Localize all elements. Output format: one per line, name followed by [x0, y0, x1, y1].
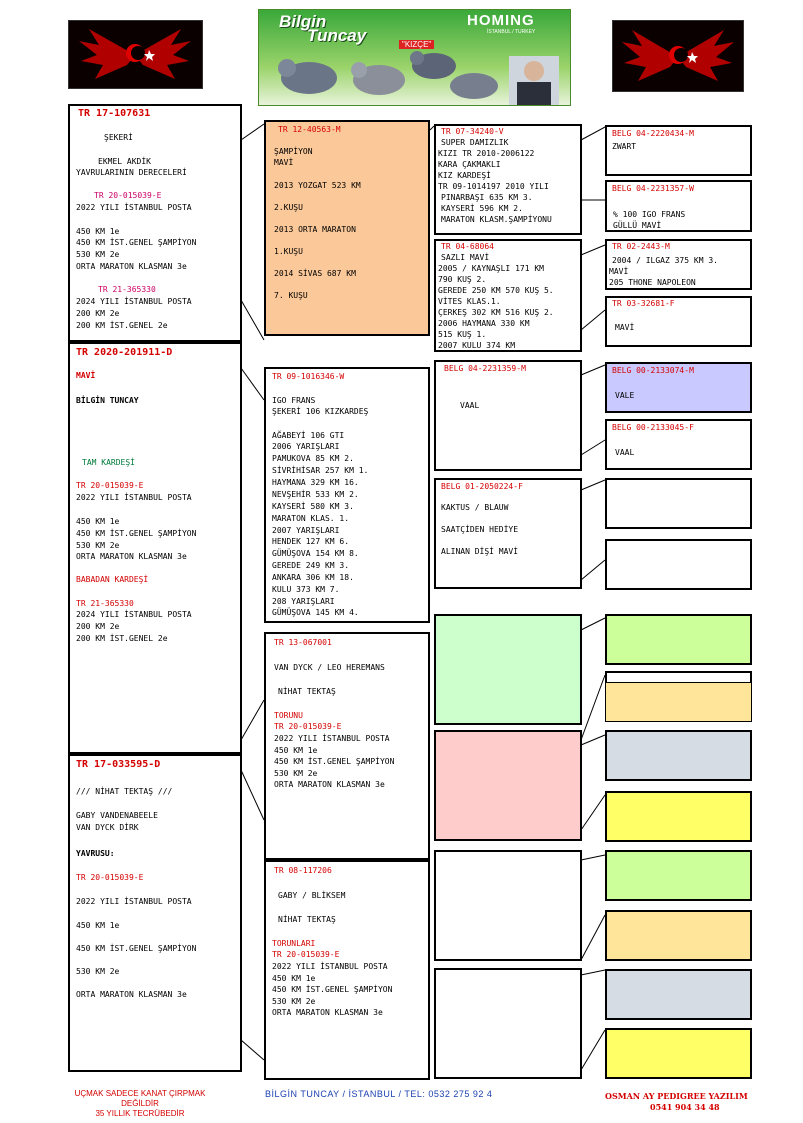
g3a-box: [434, 124, 582, 235]
sire-name: ŞEKERİ: [104, 133, 133, 142]
g3c-ring: BELG 04-2231359-M: [444, 364, 526, 373]
g2a-l6: 1.KUŞU: [274, 247, 303, 256]
g4j-inner-box: [605, 682, 752, 722]
g4c-l2: MAVİ: [609, 267, 629, 276]
main-sibling2-label: BABADAN KARDEŞİ: [76, 575, 149, 584]
main-r4: 530 KM 2e: [76, 541, 120, 550]
g4c-box: [605, 239, 752, 290]
g4g-box: [605, 478, 752, 529]
g3d-l3: ALINAN DİŞİ MAVİ: [441, 547, 519, 556]
dam-r4: 530 KM 2e: [76, 967, 120, 976]
g2b-l9: KAYSERİ 580 KM 3.: [272, 502, 354, 511]
g2a-l4: 2.KUŞU: [274, 203, 303, 212]
g4b-l1: % 100 IGO FRANS: [613, 210, 686, 219]
g4b-ring: BELG 04-2231357-W: [612, 184, 694, 193]
sire-line1: EKMEL AKDİK: [98, 157, 151, 166]
g2c-r2: 450 KM 1e: [274, 746, 318, 755]
main-sibling-label: TAM KARDEŞİ: [82, 458, 135, 467]
sire-r7: 200 KM 2e: [76, 309, 120, 318]
g3b-box: [434, 239, 582, 352]
g4f-l1: VAAL: [615, 448, 635, 457]
main-ring2: TR 20-015039-E: [76, 481, 144, 490]
sire-r3: 450 KM İST.GENEL ŞAMPİYON: [76, 238, 197, 247]
g2b-l6: SİVRİHİSAR 257 KM 1.: [272, 466, 369, 475]
g2d-l2: NİHAT TEKTAŞ: [278, 915, 336, 924]
g3a-l3: KARA ÇAKMAKLI: [438, 160, 501, 169]
g2c-l1: VAN DYCK / LEO HEREMANS: [274, 663, 385, 672]
g2a-l8: 7. KUŞU: [274, 291, 308, 300]
g2b-ring: TR 09-1016346-W: [272, 372, 345, 381]
g3a-l1: SUPER DAMIZLIK: [441, 138, 509, 147]
g2b-l10: MARATON KLAS. 1.: [272, 514, 350, 523]
g3a-l8: MARATON KLASM.ŞAMPİYONU: [441, 215, 552, 224]
g2d-ring2: TR 20-015039-E: [272, 950, 340, 959]
g4i-box: [605, 614, 752, 665]
footer-center: BİLGİN TUNCAY / İSTANBUL / TEL: 0532 275 92 4: [265, 1089, 493, 1099]
footer-left-line1: UÇMAK SADECE KANAT ÇIRPMAK: [74, 1089, 206, 1098]
g2c-box: [264, 632, 430, 860]
main-r8: 200 KM İST.GENEL 2e: [76, 634, 168, 643]
banner-name-line2: Tuncay: [307, 26, 367, 45]
sire-r4: 530 KM 2e: [76, 250, 120, 259]
g2b-l3: AĞABEYİ 106 GTI: [272, 431, 345, 440]
footer-left-line3: 35 YILLIK TECRÜBEDİR: [95, 1109, 185, 1118]
g3b-l9: 2007 KULU 374 KM: [438, 341, 516, 350]
sire-r5: ORTA MARATON KLASMAN 3e: [76, 262, 187, 271]
g4d-l1: MAVİ: [615, 323, 635, 332]
sire-ring: TR 17-107631: [78, 108, 151, 119]
g4f-ring: BELG 00-2133045-F: [612, 423, 694, 432]
sire-r6: 2024 YILI İSTANBUL POSTA: [76, 297, 192, 306]
g4h-box: [605, 539, 752, 590]
g3b-l5: VİTES KLAS.1.: [438, 297, 501, 306]
g4c-l1: 2004 / ILGAZ 375 KM 3.: [612, 256, 718, 265]
dam-ring: TR 17-033595-D: [76, 759, 161, 770]
g2d-r5: ORTA MARATON KLASMAN 3e: [272, 1008, 383, 1017]
g4n-box: [605, 910, 752, 961]
g2c-r4: 530 KM 2e: [274, 769, 318, 778]
main-r5: ORTA MARATON KLASMAN 3e: [76, 552, 187, 561]
g2b-l8: NEVŞEHİR 533 KM 2.: [272, 490, 359, 499]
g4f-box: [605, 419, 752, 470]
g2b-l7: HAYMANA 329 KM 16.: [272, 478, 359, 487]
g4a-l1: ZWART: [612, 142, 637, 151]
g2c-r1: 2022 YILI İSTANBUL POSTA: [274, 734, 390, 743]
g2a-box: [264, 120, 430, 336]
sire-box: [68, 104, 242, 342]
g3d-ring: BELG 01-2050224-F: [441, 482, 523, 491]
g2a-l3: 2013 YOZGAT 523 KM: [274, 181, 361, 190]
g4m-box: [605, 850, 752, 901]
g2b-l15: ANKARA 306 KM 18.: [272, 573, 354, 582]
g2b-l18: GÜMÜŞOVA 145 KM 4.: [272, 608, 359, 617]
dam-line3: YAVRUSU:: [76, 849, 115, 858]
g4a-box: [605, 125, 752, 176]
g4e-ring: BELG 00-2133074-M: [612, 366, 694, 375]
g2c-ring2: TR 20-015039-E: [274, 722, 342, 731]
sire-line2: YAVRULARININ DERECELERİ: [76, 168, 187, 177]
g3b-l6: ÇERKEŞ 302 KM 516 KUŞ 2.: [438, 308, 554, 317]
g3a-l4: KIZ KARDEŞİ: [438, 171, 491, 180]
dam-r2: 450 KM 1e: [76, 921, 120, 930]
g3b-l8: 515 KUŞ 1.: [438, 330, 487, 339]
g2a-ring: TR 12-40563-M: [278, 125, 341, 134]
g4e-box: [605, 362, 752, 413]
dam-r5: ORTA MARATON KLASMAN 3e: [76, 990, 187, 999]
g4c-ring: TR 02-2443-M: [612, 242, 670, 251]
g4b-l2: GÜLLÜ MAVİ: [613, 221, 662, 230]
g4l-box: [605, 791, 752, 842]
g2d-l1: GABY / BLİKSEM: [278, 891, 346, 900]
g2c-l3: TORUNU: [274, 711, 303, 720]
g3c-l1: VAAL: [460, 401, 480, 410]
g2a-l7: 2014 SİVAS 687 KM: [274, 269, 356, 278]
g4b-box: [605, 180, 752, 232]
footer-left-line2: DEĞİLDİR: [121, 1099, 159, 1108]
g4c-l3: 205 THONE NAPOLEON: [609, 278, 696, 287]
g3d-l1: KAKTUS / BLAUW: [441, 503, 509, 512]
dam-line2: VAN DYCK DİRK: [76, 823, 139, 832]
g2a-l1: ŞAMPİYON: [274, 147, 313, 156]
g3b-l4: GEREDE 250 KM 570 KUŞ 5.: [438, 286, 554, 295]
main-r3: 450 KM İST.GENEL ŞAMPİYON: [76, 529, 197, 538]
main-ring3: TR 21-365330: [76, 599, 134, 608]
g4e-l1: VALE: [615, 391, 635, 400]
g3a-l5: TR 09-1014197 2010 YILI: [438, 182, 549, 191]
g2a-l2: MAVİ: [274, 158, 294, 167]
banner-badge: "KIZÇE": [399, 40, 434, 49]
g4a-ring: BELG 04-2220434-M: [612, 129, 694, 138]
g3a-l6: PINARBAŞI 635 KM 3.: [441, 193, 533, 202]
dam-ring2: TR 20-015039-E: [76, 873, 144, 882]
sire-ring3: TR 21-365330: [98, 285, 156, 294]
g2c-ring: TR 13-067001: [274, 638, 332, 647]
g2c-r5: ORTA MARATON KLASMAN 3e: [274, 780, 385, 789]
g2c-r3: 450 KM İST.GENEL ŞAMPİYON: [274, 757, 395, 766]
banner-name-line1: Bilgin: [279, 12, 327, 31]
g2b-l4: 2006 YARIŞLARI: [272, 442, 340, 451]
main-r7: 200 KM 2e: [76, 622, 120, 631]
g2b-l16: KULU 373 KM 7.: [272, 585, 340, 594]
g2b-l12: HENDEK 127 KM 6.: [272, 537, 350, 546]
g2d-r2: 450 KM 1e: [272, 974, 316, 983]
footer-right-line2: 0541 904 34 48: [650, 1102, 720, 1112]
banner-brand: HOMING: [467, 12, 535, 29]
main-bird-box: [68, 342, 242, 754]
main-r6: 2024 YILI İSTANBUL POSTA: [76, 610, 192, 619]
dam-r3: 450 KM İST.GENEL ŞAMPİYON: [76, 944, 197, 953]
main-r1: 2022 YILI İSTANBUL POSTA: [76, 493, 192, 502]
g3a-l2: KIZI TR 2010-2006122: [438, 149, 535, 158]
g3e-box: [434, 614, 582, 725]
main-ring: TR 2020-201911-D: [76, 347, 173, 358]
g4p-box: [605, 1028, 752, 1079]
g3a-ring: TR 07-34240-V: [441, 127, 504, 136]
g2d-ring: TR 08-117206: [274, 866, 332, 875]
g2d-r3: 450 KM İST.GENEL ŞAMPİYON: [272, 985, 393, 994]
g2b-l5: PAMUKOVA 85 KM 2.: [272, 454, 354, 463]
g3a-l7: KAYSERİ 596 KM 2.: [441, 204, 523, 213]
g3b-ring: TR 04-68064: [441, 242, 494, 251]
dam-r1: 2022 YILI İSTANBUL POSTA: [76, 897, 192, 906]
main-r2: 450 KM 1e: [76, 517, 120, 526]
g4d-ring: TR 03-32681-F: [612, 299, 675, 308]
sire-ring2: TR 20-015039-E: [94, 191, 162, 200]
g2b-l2: ŞEKERİ 106 KIZKARDEŞ: [272, 407, 369, 416]
g3b-l2: 2005 / KAYNAŞLI 171 KM: [438, 264, 544, 273]
banner-brand-sub: İSTANBUL / TURKEY: [487, 29, 536, 35]
g2a-l5: 2013 ORTA MARATON: [274, 225, 356, 234]
g2b-l1: IGO FRANS: [272, 396, 316, 405]
g2d-r4: 530 KM 2e: [272, 997, 316, 1006]
g2d-r1: 2022 YILI İSTANBUL POSTA: [272, 962, 388, 971]
g2b-l13: GÜMÜŞOVA 154 KM 8.: [272, 549, 359, 558]
dam-name: /// NİHAT TEKTAŞ ///: [76, 787, 173, 796]
g2b-l14: GEREDE 249 KM 3.: [272, 561, 350, 570]
g3d-l2: SAATÇİDEN HEDİYE: [441, 525, 519, 534]
g3b-l3: 790 KUŞ 2.: [438, 275, 487, 284]
g2d-box: [264, 860, 430, 1080]
g3f-box: [434, 730, 582, 841]
main-owner: BİLGİN TUNCAY: [76, 396, 139, 405]
g3h-box: [434, 968, 582, 1079]
g2b-l17: 208 YARIŞLARI: [272, 597, 335, 606]
g3c-box: [434, 360, 582, 471]
g2b-l11: 2007 YARIŞLARI: [272, 526, 340, 535]
g4d-box: [605, 296, 752, 347]
g2c-l2: NİHAT TEKTAŞ: [278, 687, 336, 696]
g3b-l1: SAZLI MAVİ: [441, 253, 490, 262]
g3d-box: [434, 478, 582, 589]
sire-r8: 200 KM İST.GENEL 2e: [76, 321, 168, 330]
dam-line1: GABY VANDENABEELE: [76, 811, 158, 820]
g2d-l3: TORUNLARI: [272, 939, 316, 948]
g3b-l7: 2006 HAYMANA 330 KM: [438, 319, 530, 328]
sire-r2: 450 KM 1e: [76, 227, 120, 236]
g2b-box: [264, 367, 430, 623]
sire-r1: 2022 YILI İSTANBUL POSTA: [76, 203, 192, 212]
main-color: MAVİ: [76, 371, 96, 380]
g3g-box: [434, 850, 582, 961]
g4o-box: [605, 969, 752, 1020]
footer-right-line1: OSMAN AY PEDIGREE YAZILIM: [605, 1091, 748, 1101]
g4k-box: [605, 730, 752, 781]
dam-box: [68, 754, 242, 1072]
